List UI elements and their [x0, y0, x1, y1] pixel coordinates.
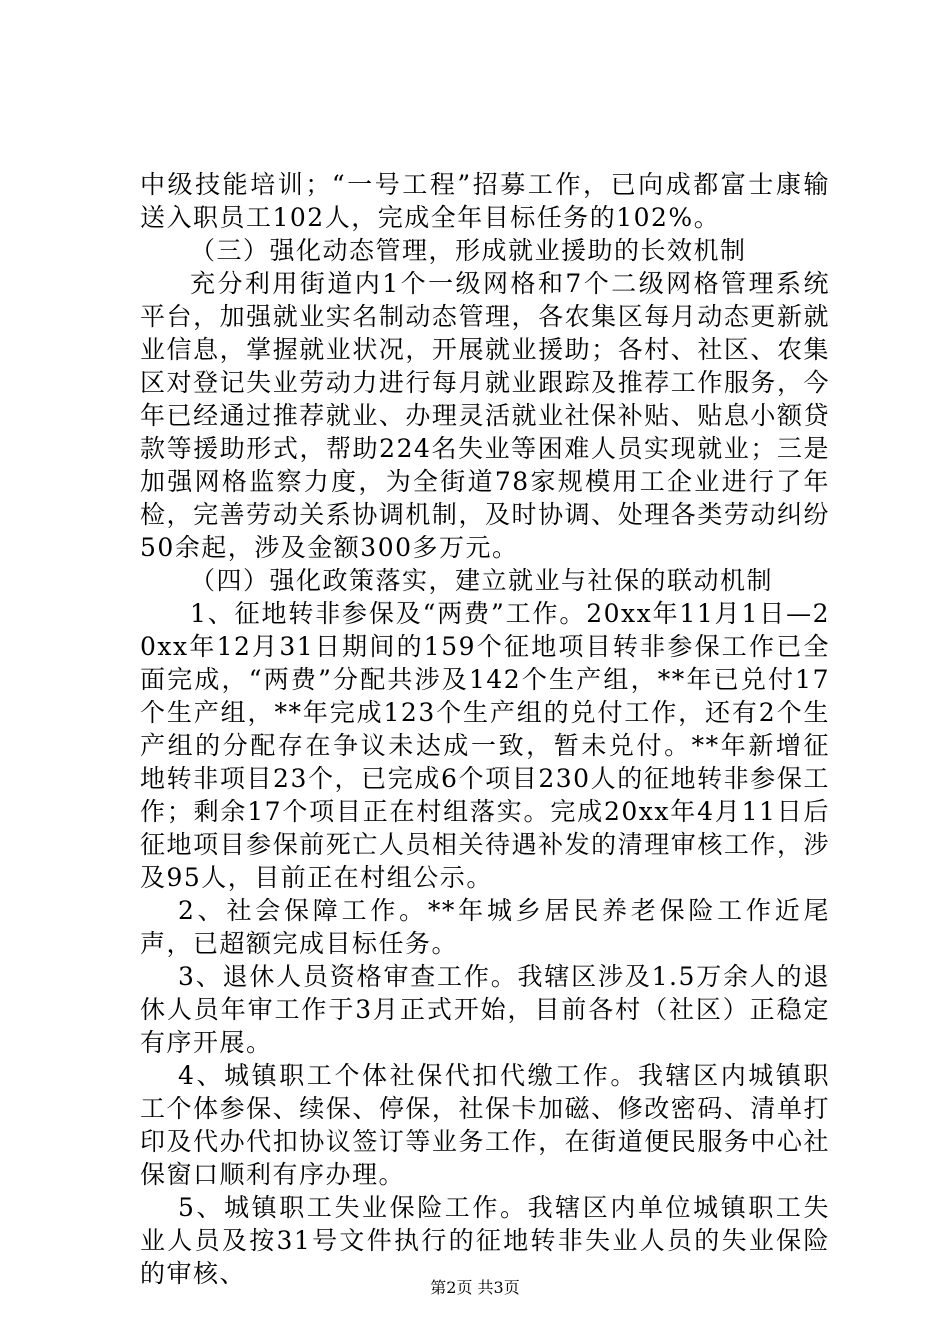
paragraph-item-3: 3、退休人员资格审查工作。我辖区涉及1.5万余人的退休人员年审工作于3月正式开始，目前各村（社区）正稳定有序开展。 [140, 962, 830, 1057]
paragraph-item-5: 5、城镇职工失业保险工作。我辖区内单位城镇职工失业人员及按31号文件执行的征地转非失业人员的失业保险的审核、 [140, 1193, 830, 1288]
document-body [140, 168, 830, 1290]
paragraph-item-2: 2、社会保障工作。**年城乡居民养老保险工作近尾声，已超额完成目标任务。 [140, 896, 830, 958]
page-footer [0, 1278, 950, 1298]
section-heading-4: （四）强化政策落实，建立就业与社保的联动机制 [190, 566, 774, 595]
paragraph-continuation: 中级技能培训；“一号工程”招募工作，已向成都富士康输送入职员工102人，完成全年目标任务的102%。 [140, 170, 830, 232]
paragraph-dynamic-management: 充分利用街道内1个一级网格和7个二级网格管理系统平台，加强就业实名制动态管理，各农集区每月动态更新就业信息，掌握就业状况，开展就业援助；各村、社区、农集区对登记失业劳动力进行每月就业跟踪及推荐工作服务，今年已经通过推荐就业、办理灵活就业社保补贴、贴息小额贷款等援助形式，帮助224名失业等困难人员实现就业；三是加强网格监察力度，为全街道78家规模用工企业进行了年检，完善劳动关系协调机制，及时协调、处理各类劳动纠纷50余起，涉及金额300多万元。 [140, 269, 830, 562]
paragraph-item-4: 4、城镇职工个体社保代扣代缴工作。我辖区内城镇职工个体参保、续保、停保，社保卡加磁、修改密码、清单打印及代办代扣协议签订等业务工作，在街道便民服务中心社保窗口顺利有序办理。 [140, 1061, 830, 1189]
paragraph-item-1: 1、征地转非参保及“两费”工作。20xx年11月1日—20xx年12月31日期间的159个征地项目转非参保工作已全面完成，“两费”分配共涉及142个生产组，**年已兑付17个生产组，**年完成123个生产组的兑付工作，还有2个生产组的分配存在争议未达成一致，暂未兑付。**年新增征地转非项目23个，已完成6个项目230人的征地转非参保工作；剩余17个项目正在村组落实。完成20xx年4月11日后征地项目参保前死亡人员相关待遇补发的清理审核工作，涉及95人，目前正在村组公示。 [140, 599, 830, 892]
section-heading-3: （三）强化动态管理，形成就业援助的长效机制 [190, 236, 747, 265]
page-number-label: 第2页 共3页 [430, 1278, 520, 1297]
